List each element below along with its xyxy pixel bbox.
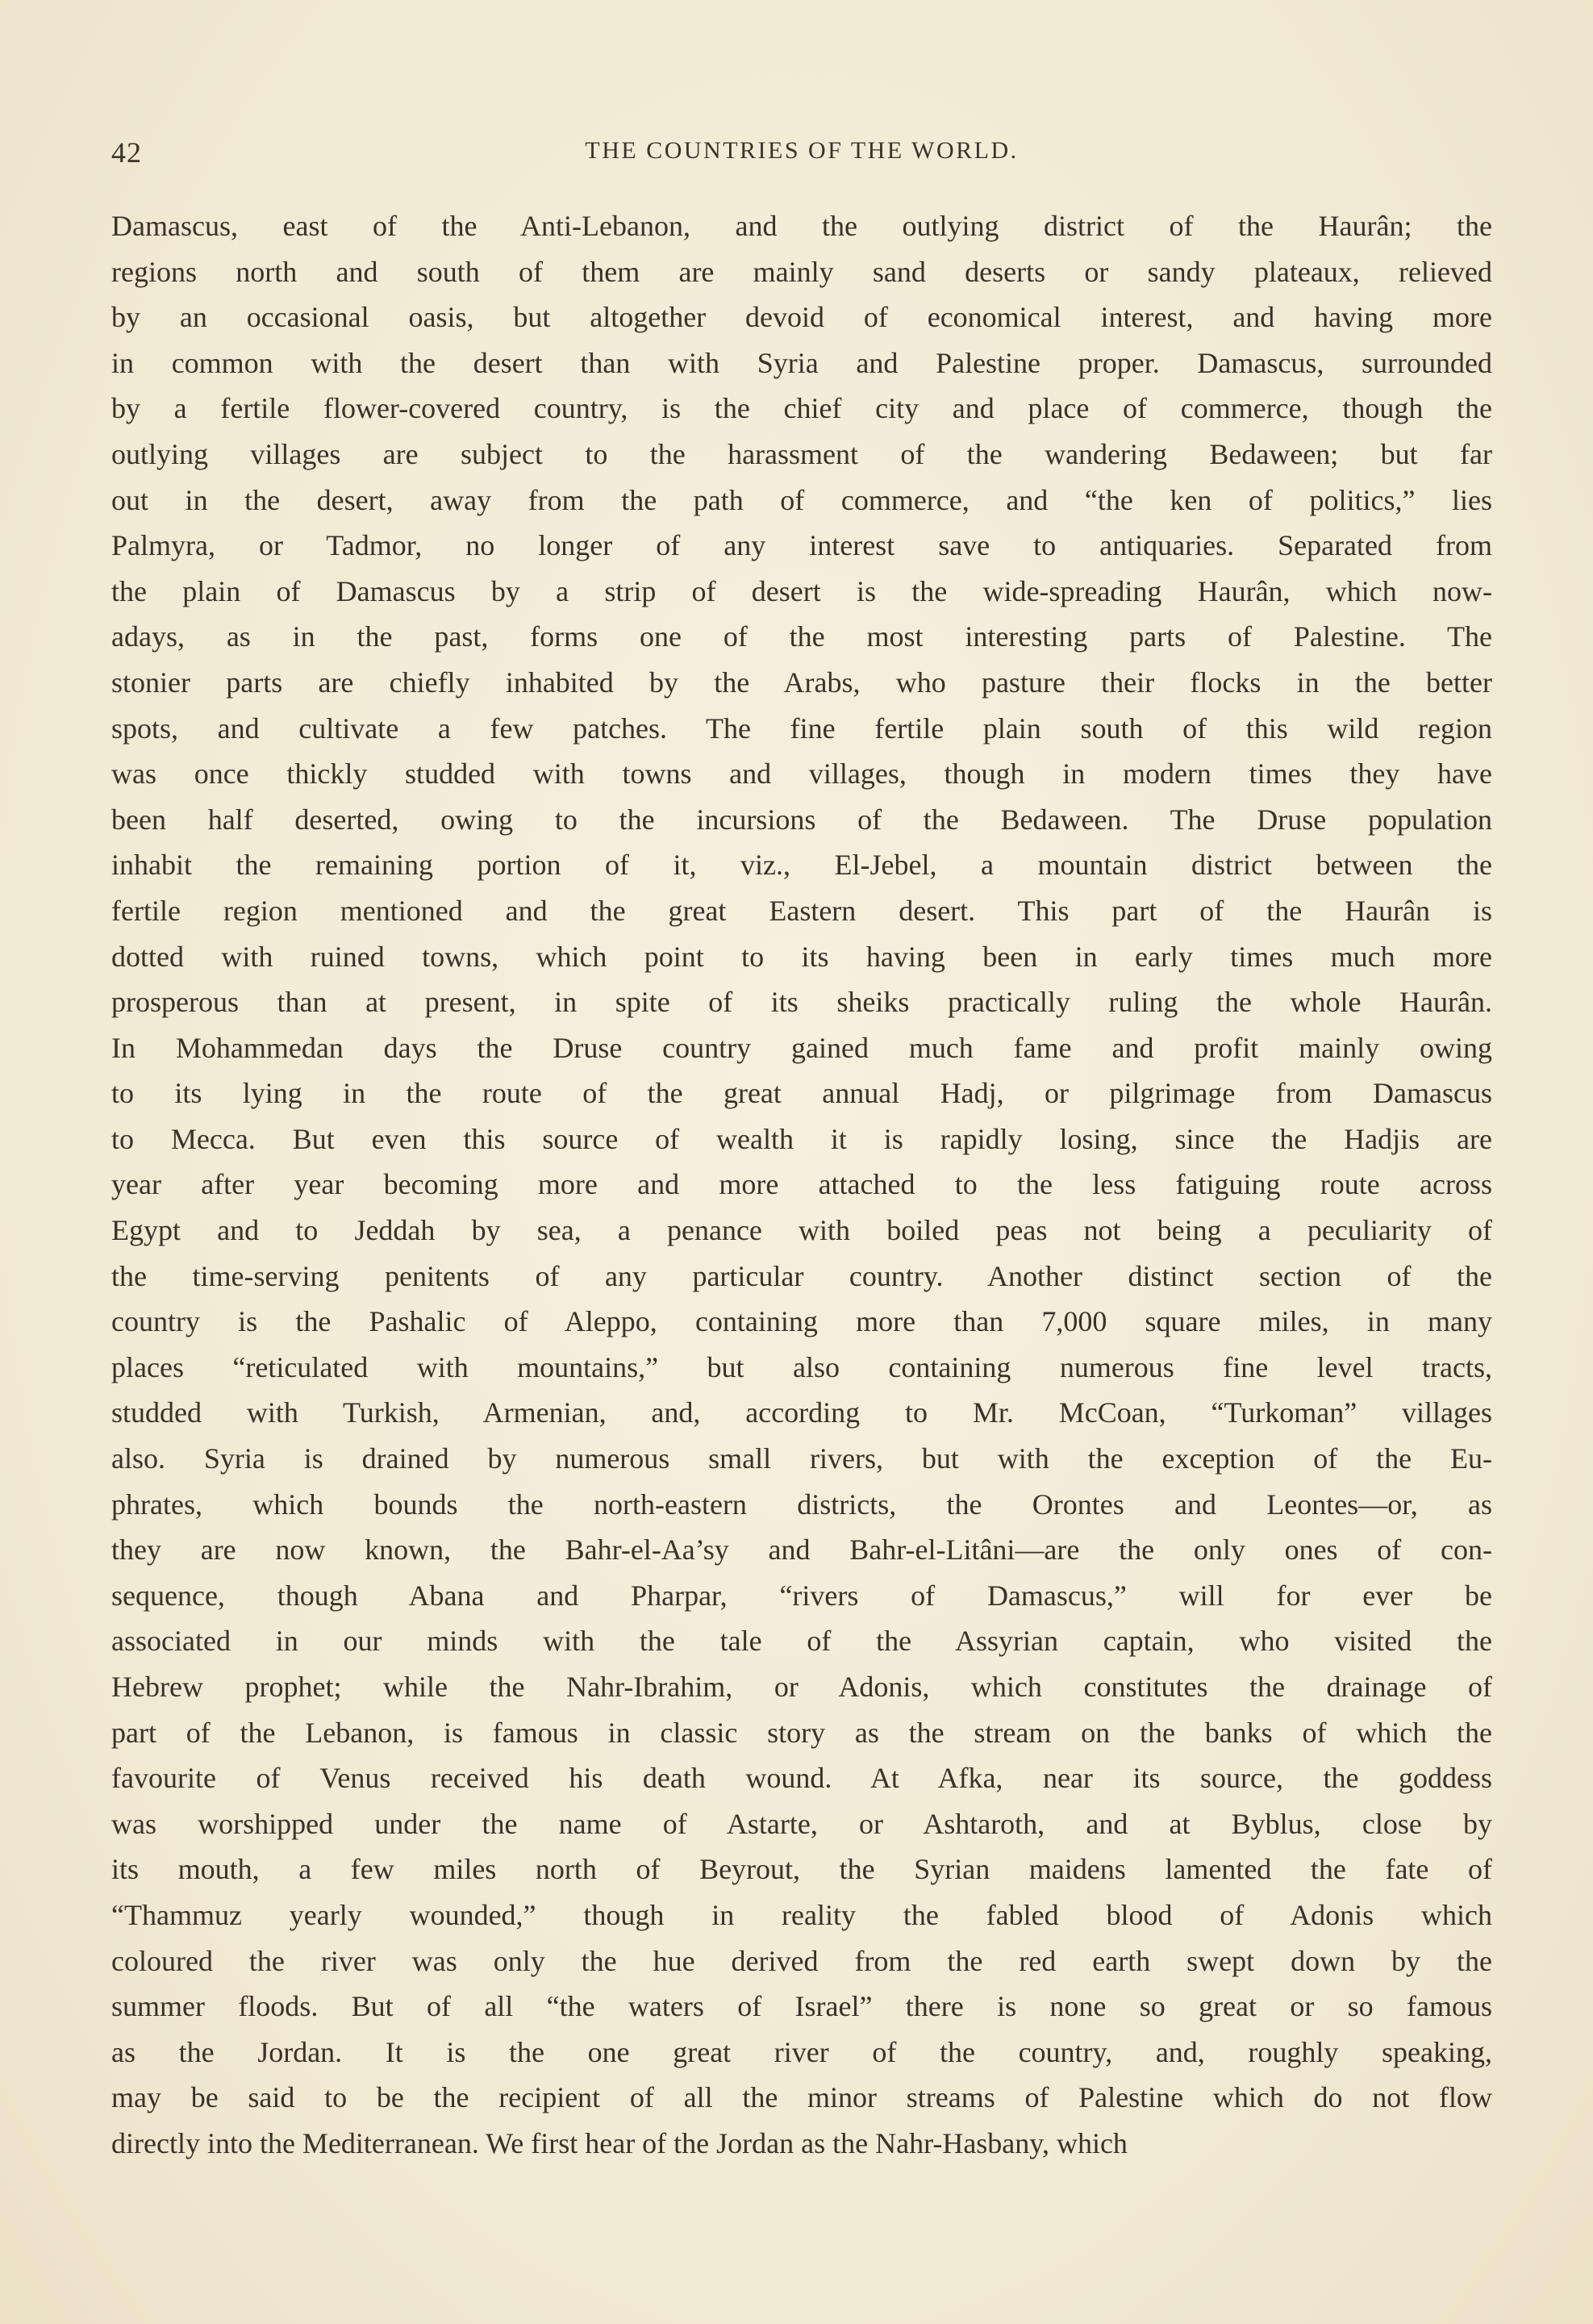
body-text (111, 203, 1492, 2167)
text-line: the time-serving penitents of any particular country. Another distinct section of the (111, 1259, 1492, 1292)
text-line: phrates, which bounds the north-eastern districts, the Orontes and Leontes—or, as (111, 1487, 1492, 1521)
text-line: prosperous than at present, in spite of its sheiks practically ruling the whole Haurân. (111, 986, 1492, 1019)
text-line: part of the Lebanon, is famous in classic story as the stream on the banks of which the (111, 1716, 1492, 1749)
text-line: been half deserted, owing to the incursions of the Bedaween. The Druse population (111, 803, 1492, 836)
text-line: spots, and cultivate a few patches. The fine fertile plain south of this wild region (111, 711, 1492, 745)
text-line: to its lying in the route of the great annual Hadj, or pilgrimage from Damascus (111, 1077, 1492, 1110)
text-line: Damascus, east of the Anti-Lebanon, and the outlying district of the Haurân; the (111, 210, 1492, 242)
text-line: places “reticulated with mountains,” but also containing numerous fine level tracts, (111, 1350, 1492, 1383)
text-line: In Mohammedan days the Druse country gained much fame and profit mainly owing (111, 1031, 1492, 1064)
text-line: outlying villages are subject to the harassment of the wandering Bedaween; but far (111, 437, 1492, 470)
text-line: associated in our minds with the tale of the Assyrian captain, who visited the (111, 1625, 1492, 1658)
text-line: out in the desert, away from the path of commerce, and “the ken of politics,” lies (111, 483, 1492, 516)
text-line: by an occasional oasis, but altogether devoid of economical interest, and having more (111, 301, 1492, 334)
text-line: inhabit the remaining portion of it, viz., El-Jebel, a mountain district between the (111, 849, 1492, 882)
text-line: Hebrew prophet; while the Nahr-Ibrahim, or Adonis, which constitutes the drainage of (111, 1671, 1492, 1703)
text-line: country is the Pashalic of Aleppo, containing more than 7,000 square miles, in many (111, 1305, 1492, 1338)
text-line: Palmyra, or Tadmor, no longer of any interest save to antiquaries. Separated from (111, 529, 1492, 562)
running-head (111, 136, 1492, 168)
text-line: directly into the Mediterranean. We first hear of the Jordan as the Nahr-Hasbany, which (111, 2126, 1128, 2159)
text-line: was worshipped under the name of Astarte, or Ashtaroth, and at Byblus, close by (111, 1807, 1492, 1840)
text-line: year after year becoming more and more attached to the less fatiguing route across (111, 1168, 1492, 1201)
text-line: to Mecca. But even this source of wealth it is rapidly losing, since the Hadjis are (111, 1122, 1492, 1155)
text-line: coloured the river was only the hue derived from the red earth swept down by the (111, 1944, 1492, 1977)
text-line: “Thammuz yearly wounded,” though in reality the fabled blood of Adonis which (111, 1898, 1492, 1931)
text-line: Egypt and to Jeddah by sea, a penance with boiled peas not being a peculiarity of (111, 1214, 1492, 1247)
text-line: summer floods. But of all “the waters of Israel” there is none so great or so famous (111, 1990, 1492, 2023)
text-line: its mouth, a few miles north of Beyrout, the Syrian maidens lamented the fate of (111, 1853, 1492, 1886)
text-line: as the Jordan. It is the one great river of the country, and, roughly speaking, (111, 2035, 1492, 2068)
text-line: was once thickly studded with towns and villages, though in modern times they have (111, 757, 1492, 791)
text-line: fertile region mentioned and the great Eastern desert. This part of the Haurân is (111, 894, 1492, 927)
text-line: they are now known, the Bahr-el-Aa’sy and Bahr-el-Litâni—are the only ones of con- (111, 1533, 1492, 1567)
text-line: favourite of Venus received his death wound. At Afka, near its source, the goddess (111, 1762, 1492, 1795)
text-line: also. Syria is drained by numerous small rivers, but with the exception of the Eu- (111, 1442, 1492, 1475)
text-line: adays, as in the past, forms one of the most interesting parts of Palestine. The (111, 620, 1492, 653)
running-title: THE COUNTRIES OF THE WORLD. (585, 137, 1019, 164)
text-line: regions north and south of them are mainly sand deserts or sandy plateaux, relieved (111, 255, 1492, 288)
text-line: the plain of Damascus by a strip of desert is the wide-spreading Haurân, which now- (111, 574, 1492, 607)
text-line: by a fertile flower-covered country, is the chief city and place of commerce, though the (111, 392, 1492, 425)
text-line: dotted with ruined towns, which point to its having been in early times much more (111, 940, 1492, 973)
text-line: in common with the desert than with Syria and Palestine proper. Damascus, surrounded (111, 346, 1492, 379)
text-line: may be said to be the recipient of all the minor streams of Palestine which do not flow (111, 2081, 1492, 2114)
text-line: stonier parts are chiefly inhabited by the Arabs, who pasture their flocks in the better (111, 665, 1492, 699)
text-line: sequence, though Abana and Pharpar, “rivers of Damascus,” will for ever be (111, 1579, 1492, 1612)
page-number: 42 (111, 136, 142, 169)
text-line: studded with Turkish, Armenian, and, according to Mr. McCoan, “Turkoman” villages (111, 1396, 1492, 1429)
